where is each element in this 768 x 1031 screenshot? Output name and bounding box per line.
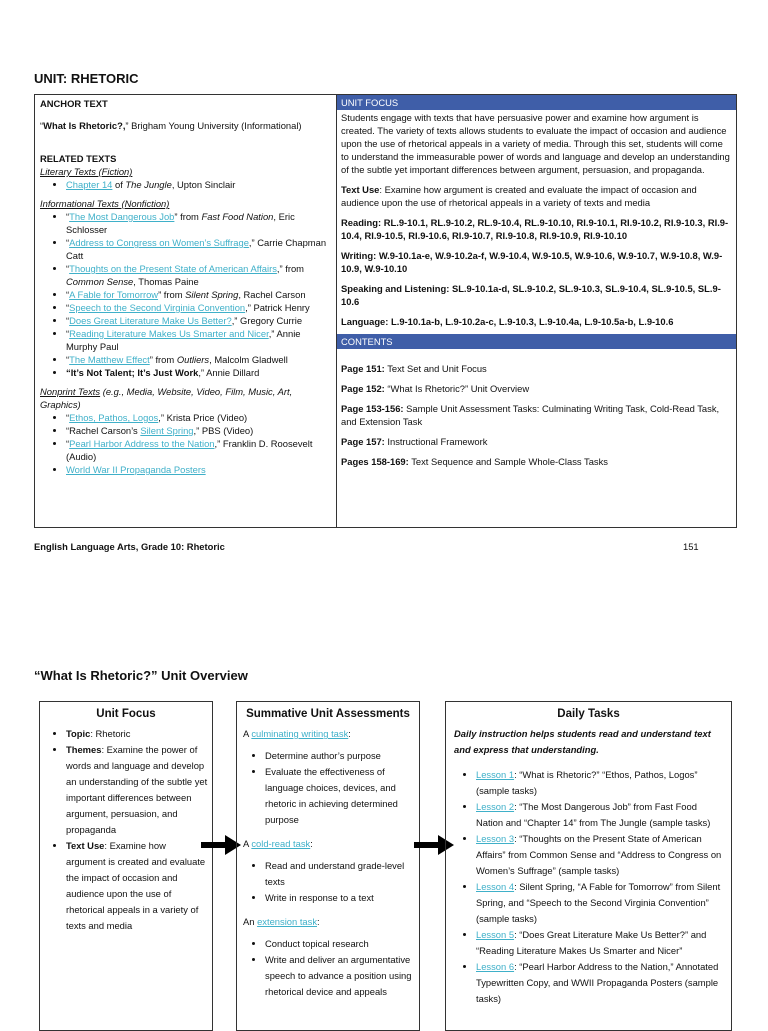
list-item	[66, 463, 331, 476]
assessment-list	[243, 748, 413, 828]
lesson-list	[454, 767, 723, 1007]
list-item: • “Reading Literature Makes Us Smarter and Nicer,” Annie Murphy Paul	[66, 327, 331, 353]
fiction-heading: Literary Texts (Fiction)	[40, 166, 133, 177]
text-use: Text Use: Examine how argument is created and evaluate the impact of occasion and audience upon the use of rhetorical appeals in a variety of texts and media	[341, 184, 697, 208]
summative-box-title: Summative Unit Assessments	[246, 708, 410, 720]
list-item: • Determine author’s purpose	[265, 748, 413, 764]
list-item: • “A Fable for Tomorrow” from Silent Spring, Rachel Carson	[66, 288, 331, 301]
unit-focus-box-title: Unit Focus	[96, 708, 156, 720]
list-item: • “Does Great Literature Make Us Better?,” Gregory Currie	[66, 314, 331, 327]
anchor-text: “What Is Rhetoric?,” Brigham Young University (Informational)	[40, 120, 302, 131]
list-item: • “Thoughts on the Present State of American Affairs,” from Common Sense, Thomas Paine	[66, 262, 331, 288]
list-item: • “The Matthew Effect” from Outliers, Malcolm Gladwell	[66, 353, 331, 366]
list-item: • “Pearl Harbor Address to the Nation,” Franklin D. Roosevelt (Audio)	[66, 437, 331, 463]
lesson-link[interactable]: Lesson 6	[476, 961, 515, 972]
standards	[337, 215, 736, 329]
text-link[interactable]: The Most Dangerous Job	[69, 211, 175, 222]
list-item: • “Rachel Carson’s Silent Spring,” PBS (Video)	[66, 424, 331, 437]
anchor-title: What Is Rhetoric?,	[43, 120, 126, 131]
fiction-list	[40, 178, 331, 191]
nonfiction-list	[40, 210, 331, 379]
arrow-right-icon	[201, 835, 241, 855]
contents-item: Page 153-156: Sample Unit Assessment Tasks: Culminating Writing Task, Cold-Read Task, and Extension Task	[341, 403, 720, 427]
contents-item: Page 151: Text Set and Unit Focus	[341, 363, 487, 374]
list-item: • “Address to Congress on Women’s Suffrage,” Carrie Chapman Catt	[66, 236, 331, 262]
list-item: • Text Use: Examine how argument is created and evaluate the impact of occasion and audience upon the use of rhetorical appeals in a variety of texts and media	[66, 838, 208, 934]
page-number: 151	[683, 541, 699, 552]
media-link[interactable]: Silent Spring	[140, 425, 194, 436]
lesson-link[interactable]: Lesson 4	[476, 881, 515, 892]
list-item: • “The Most Dangerous Job” from Fast Food Nation, Eric Schlosser	[66, 210, 331, 236]
standard-line: Speaking and Listening: SL.9-10.1a-d, SL.9-10.2, SL.9-10.3, SL.9-10.4, SL.9-10.5, SL.9-10.6	[341, 283, 721, 307]
standard-line: Language: L.9-10.1a-b, L.9-10.2a-c, L.9-10.3, L.9-10.4a, L.9-10.5a-b, L.9-10.6	[341, 316, 674, 327]
assessment-heading: A culminating writing task:	[243, 728, 351, 739]
nonprint-list	[40, 411, 331, 476]
media-link[interactable]: World War II Propaganda Posters	[66, 464, 206, 475]
assessment-link[interactable]: cold-read task	[251, 838, 311, 849]
assessment-heading: An extension task:	[243, 916, 320, 927]
focus-box-list	[44, 726, 208, 934]
daily-box	[445, 701, 732, 1031]
fiction-link[interactable]: Chapter 14	[66, 179, 113, 190]
text-link[interactable]: Reading Literature Makes Us Smarter and Nicer	[69, 328, 269, 339]
text-link[interactable]: A Fable for Tomorrow	[69, 289, 159, 300]
list-item: • Conduct topical research	[265, 936, 413, 952]
text-link[interactable]: The Matthew Effect	[69, 354, 150, 365]
list-item: • “Ethos, Pathos, Logos,” Krista Price (Video)	[66, 411, 331, 424]
list-item: • Topic: Rhetoric	[66, 726, 208, 742]
contents-list	[337, 361, 736, 476]
assessment-link[interactable]: extension task	[257, 916, 318, 927]
nonprint-heading: Nonprint Texts (e.g., Media, Website, Video, Film, Music, Art, Graphics)	[40, 386, 293, 410]
nonfiction-heading: Informational Texts (Nonfiction)	[40, 198, 170, 209]
lesson-link[interactable]: Lesson 1	[476, 769, 515, 780]
lesson-link[interactable]: Lesson 5	[476, 929, 515, 940]
lesson-item: • Lesson 2: “The Most Dangerous Job” from Fast Food Nation and “Chapter 14” from The Jungle (sample tasks)	[476, 799, 723, 831]
list-item: • “It’s Not Talent; It’s Just Work,” Annie Dillard	[66, 366, 331, 379]
unit-focus-header: UNIT FOCUS	[337, 95, 736, 110]
assessment-link[interactable]: culminating writing task	[251, 728, 349, 739]
lesson-item: • Lesson 4: Silent Spring, “A Fable for Tomorrow” from Silent Spring, and “Speech to the Second Virginia Convention” (sample tasks)	[476, 879, 723, 927]
contents-item: Page 157: Instructional Framework	[341, 436, 488, 447]
related-heading: RELATED TEXTS	[40, 153, 117, 164]
unit-focus-box	[39, 701, 213, 1031]
list-item: • Chapter 14 of The Jungle, Upton Sinclair	[66, 178, 331, 191]
daily-intro: Daily instruction helps students read and understand text and express that understanding.	[454, 728, 711, 755]
unit-title: UNIT: RHETORIC	[34, 71, 139, 86]
daily-box-title: Daily Tasks	[557, 708, 620, 720]
media-link[interactable]: Pearl Harbor Address to the Nation	[69, 438, 215, 449]
assessment-list	[243, 858, 413, 906]
text-link[interactable]: Does Great Literature Make Us Better?	[69, 315, 232, 326]
lesson-link[interactable]: Lesson 2	[476, 801, 515, 812]
list-item: • Write and deliver an argumentative speech to advance a position using rhetorical device and appeals	[265, 952, 413, 1000]
contents-item: Page 152: “What Is Rhetoric?” Unit Overview	[341, 383, 530, 394]
unit-table	[34, 94, 737, 528]
list-item: • “Speech to the Second Virginia Convention,” Patrick Henry	[66, 301, 331, 314]
list-item: • Themes: Examine the power of words and language and develop an understanding of the subtle yet important differences between argument, persuasion, and propaganda	[66, 742, 208, 838]
texts-column	[35, 95, 337, 527]
summative-groups	[243, 726, 413, 1000]
standard-line: Reading: RL.9-10.1, RL.9-10.2, RL.9-10.4, RL.9-10.10, RI.9-10.1, RI.9-10.2, RI.9-10.3, RI.9-10.4, RI.9-10.5, RI.9-10.6, RI.9-10.7, RI.9-10.8, RI.9-10.9, RI.9-10.10	[341, 217, 729, 241]
lesson-item: • Lesson 6: “Pearl Harbor Address to the Nation,” Annotated Typewritten Copy, and WWII Propaganda Posters (sample tasks)	[476, 959, 723, 1007]
anchor-heading: ANCHOR TEXT	[40, 98, 108, 109]
standard-line: Writing: W.9-10.1a-e, W.9-10.2a-f, W.9-10.4, W.9-10.5, W.9-10.6, W.9-10.7, W.9-10.8, W.9-10.9, W.9-10.10	[341, 250, 723, 274]
unit-focus-text: Students engage with texts that have persuasive power and examine how argument is created. The variety of texts allows students to evaluate the impact of occasion and audience upon the use of rhetorical appeals in a variety of media. Through this set, students will come to understand the immeasurable power of words and language and develop an understanding of the subtle yet important differences between argument, persuasion, and propaganda.	[341, 112, 730, 175]
text-link[interactable]: Thoughts on the Present State of American Affairs	[69, 263, 277, 274]
contents-item: Pages 158-169: Text Sequence and Sample Whole-Class Tasks	[341, 456, 608, 467]
summative-box	[236, 701, 420, 1031]
footer-title: English Language Arts, Grade 10: Rhetoric	[34, 541, 225, 552]
list-item: • Read and understand grade-level texts	[265, 858, 413, 890]
lesson-link[interactable]: Lesson 3	[476, 833, 515, 844]
contents-header: CONTENTS	[337, 334, 736, 349]
overview-title: “What Is Rhetoric?” Unit Overview	[34, 668, 248, 683]
lesson-item: • Lesson 1: “What is Rhetoric?” “Ethos, Pathos, Logos” (sample tasks)	[476, 767, 723, 799]
media-link[interactable]: Ethos, Pathos, Logos	[69, 412, 159, 423]
list-item: • Evaluate the effectiveness of language choices, devices, and rhetoric in achieving determined purpose	[265, 764, 413, 828]
text-link[interactable]: Address to Congress on Women’s Suffrage	[69, 237, 249, 248]
lesson-item: • Lesson 3: “Thoughts on the Present State of American Affairs” from Common Sense and “Address to Congress on Women’s Suffrage” (sample tasks)	[476, 831, 723, 879]
assessment-list	[243, 936, 413, 1000]
focus-column	[337, 95, 736, 527]
list-item: • Write in response to a text	[265, 890, 413, 906]
assessment-heading: A cold-read task:	[243, 838, 313, 849]
lesson-item: • Lesson 5: “Does Great Literature Make Us Better?” and “Reading Literature Makes Us Smarter and Nicer”	[476, 927, 723, 959]
text-link[interactable]: Speech to the Second Virginia Convention	[69, 302, 246, 313]
